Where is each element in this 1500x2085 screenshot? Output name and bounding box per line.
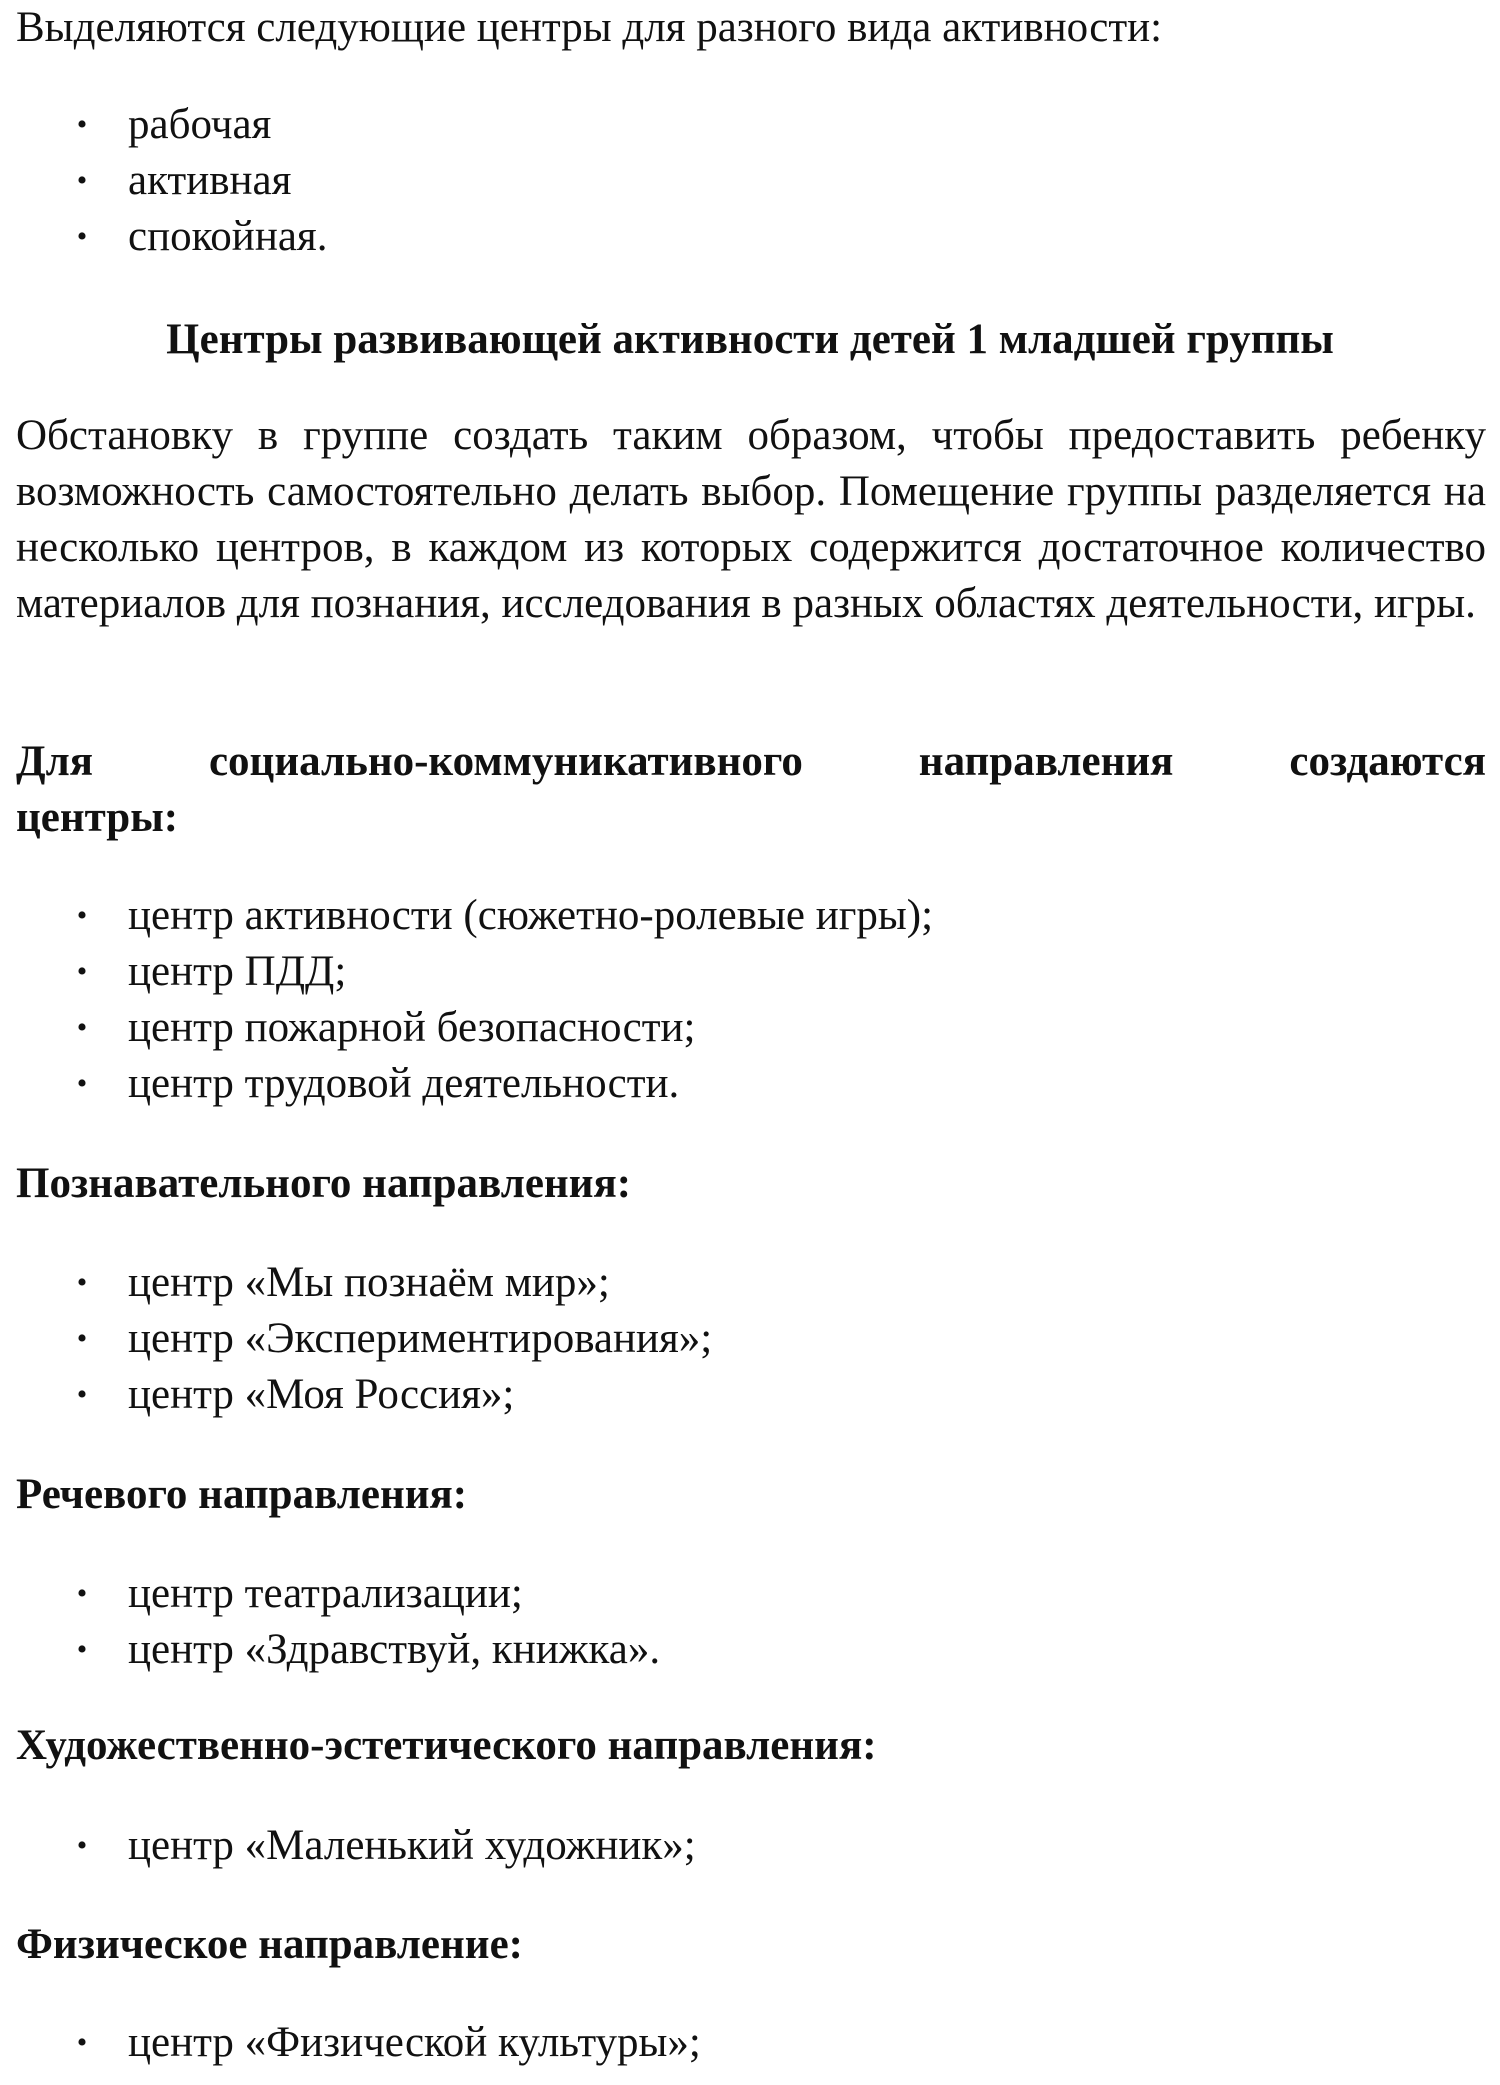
main-heading: Центры развивающей активности детей 1 младшей группы	[166, 316, 1334, 363]
bullet-icon: •	[76, 1577, 88, 1610]
list-item-text: центр «Мы познаём мир»;	[128, 1259, 610, 1306]
list-item-text: центр ПДД;	[128, 948, 347, 995]
section-title-social: Для социально-коммуникативного направления создаются	[16, 738, 1486, 785]
list-item	[0, 1566, 660, 1622]
bullet-icon: •	[76, 1322, 88, 1355]
physical-centers-list	[0, 2015, 701, 2071]
list-item-text: центр активности (сюжетно-ролевые игры);	[128, 892, 934, 939]
list-item-text: центр «Физической культуры»;	[128, 2019, 701, 2066]
bullet-icon: •	[76, 2026, 88, 2059]
list-item-text: центр «Моя Россия»;	[128, 1371, 515, 1418]
section-title-cognitive: Познавательного направления:	[16, 1160, 632, 1207]
section-title-social-cont: центры:	[16, 794, 179, 841]
list-item-text: центр театрализации;	[128, 1570, 523, 1617]
list-item	[0, 1818, 696, 1874]
speech-centers-list	[0, 1566, 660, 1678]
list-item	[0, 153, 327, 209]
list-item	[0, 944, 933, 1000]
list-item	[0, 1056, 933, 1112]
bullet-icon: •	[76, 1633, 88, 1666]
section-title-physical: Физическое направление:	[16, 1921, 523, 1968]
list-item	[0, 2015, 701, 2071]
section-title-speech: Речевого направления:	[16, 1471, 468, 1518]
list-item	[0, 97, 327, 153]
bullet-icon: •	[76, 220, 88, 253]
section-title-art: Художественно-эстетического направления:	[16, 1722, 877, 1769]
bullet-icon: •	[76, 108, 88, 141]
bullet-icon: •	[76, 955, 88, 988]
lead-sentence: Выделяются следующие центры для разного вида активности:	[16, 4, 1163, 51]
bullet-icon: •	[76, 1067, 88, 1100]
social-centers-list	[0, 888, 933, 1112]
list-item-text: рабочая	[128, 101, 272, 148]
list-item	[0, 1367, 712, 1423]
list-item	[0, 1311, 712, 1367]
list-item-text: центр «Здравствуй, книжка».	[128, 1626, 661, 1673]
list-item-text: активная	[128, 157, 292, 204]
activity-type-list	[0, 97, 327, 265]
list-item	[0, 1000, 933, 1056]
bullet-icon: •	[76, 164, 88, 197]
list-item-text: спокойная.	[128, 213, 328, 260]
list-item	[0, 888, 933, 944]
list-item	[0, 209, 327, 265]
list-item-text: центр пожарной безопасности;	[128, 1004, 696, 1051]
art-centers-list	[0, 1818, 696, 1874]
bullet-icon: •	[76, 1829, 88, 1862]
list-item	[0, 1255, 712, 1311]
bullet-icon: •	[76, 1378, 88, 1411]
list-item-text: центр «Маленький художник»;	[128, 1822, 696, 1869]
bullet-icon: •	[76, 1266, 88, 1299]
bullet-icon: •	[76, 899, 88, 932]
bullet-icon: •	[76, 1011, 88, 1044]
list-item-text: центр «Экспериментирования»;	[128, 1315, 713, 1362]
intro-paragraph: Обстановку в группе создать таким образом, чтобы предоставить ребенку возможность самостоятельно делать выбор. Помещение группы разделяется на несколько центров, в каждом из которых содержится достаточное количество материалов для познания, исследования в разных областях деятельности, игры.	[16, 412, 1486, 627]
list-item-text: центр трудовой деятельности.	[128, 1060, 680, 1107]
cognitive-centers-list	[0, 1255, 712, 1423]
list-item	[0, 1622, 660, 1678]
